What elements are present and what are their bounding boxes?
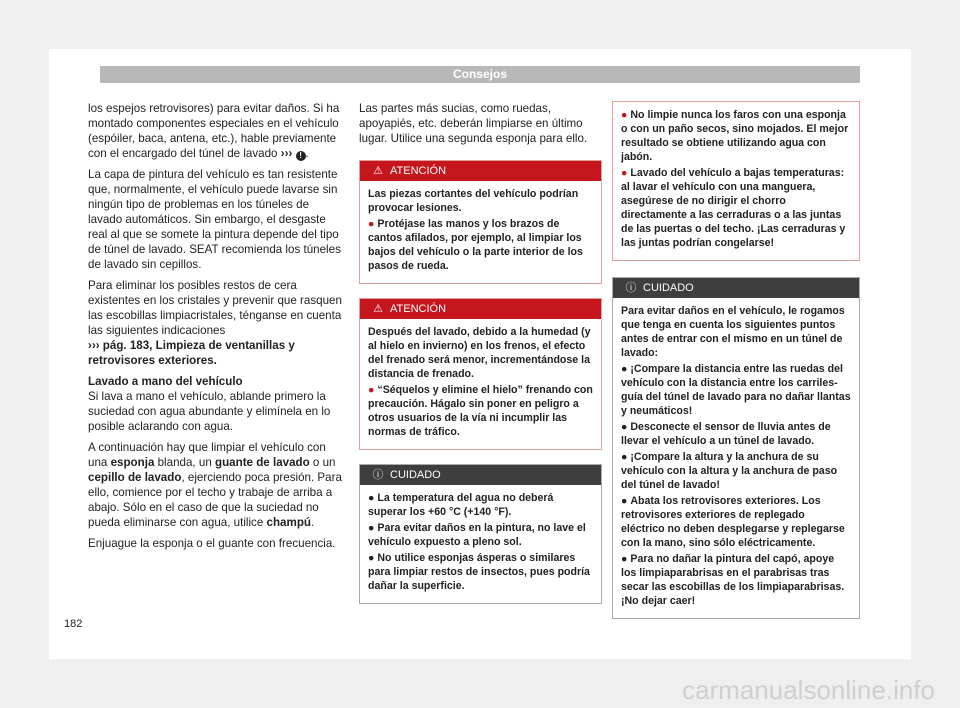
bullet-icon: ● [368,522,375,534]
info-circle-icon: ⓘ [372,469,384,481]
list-item [621,420,851,448]
paragraph [88,278,344,368]
warning-triangle-icon: ⚠ [373,303,383,315]
warning-body [360,181,601,283]
list-item [368,491,593,519]
list-item-text: No utilice esponjas ásperas o similares para limpiar restos de insectos, pues podría dañar la superficie. [368,552,590,592]
warning-box [359,298,602,450]
bullet-icon: ● [621,167,628,179]
list-item [621,362,851,418]
bullet-icon: ● [368,552,375,564]
list-item-text: ¡Compare la altura y la anchura de su vehículo con la altura y la anchura de paso del túnel de lavado! [621,451,838,491]
caution-body [613,298,859,618]
bullet-icon: ● [621,553,628,565]
subheading: Lavado a mano del vehículo [88,375,243,388]
text: , ejerciendo poca presión. Para ello, comience por el techo y trabaje de arriba a abajo. Sólo en el caso de que la suciedad no pueda eliminarse con agua, utilice [88,471,342,529]
caution-body [360,485,601,603]
list-item-text: No limpie nunca los faros con una esponja o con un paño secos, sino mojados. El mejor resultado se obtiene utilizando agua con jabón. [621,109,849,163]
bullet-icon: ● [621,109,628,121]
list-item-text: Desconecte el sensor de lluvia antes de llevar el vehículo a un túnel de lavado. [621,421,831,447]
paragraph: Las partes más sucias, como ruedas, apoyapiés, etc. deberán limpiarse en último lugar. Utilice una segunda esponja para ello. [359,102,588,145]
list-item [621,166,851,250]
cross-reference-link[interactable]: ››› [280,147,296,160]
list-item [368,551,593,593]
warning-box [359,160,602,284]
list-item [368,217,593,273]
bullet-icon: ● [621,363,628,375]
paragraph: Enjuague la esponja o el guante con frecuencia. [88,537,336,550]
text: los espejos retrovisores) para evitar daños. Si ha montado componentes especiales en el vehículo (espóiler, baca, antena, etc.), hable previamente con el encargado del túnel de lavado [88,102,340,160]
text: guante de lavado [215,456,310,469]
text: cepillo de lavado [88,471,182,484]
text: esponja [110,456,155,469]
text: . [305,147,309,160]
warning-body [360,319,601,449]
page-number: 182 [64,618,83,630]
caution-title: CUIDADO [643,282,694,294]
paragraph: Si lava a mano el vehículo, ablande primero la suciedad con agua abundante y elimínela en lo posible aclarando con agua. [88,390,331,433]
section-header [100,66,860,83]
text: blanda, un [154,456,215,469]
list-item-text: Lavado del vehículo a bajas temperaturas: al lavar el vehículo con una manguera, asegúrese de no dirigir el chorro directamente a las cerraduras o a las juntas de las puertas o del techo. ¡Las cerraduras y las juntas podrían congelarse! [621,167,846,249]
bullet-icon: ● [621,421,628,433]
list-item-text: “Séquelos y elimine el hielo” frenando con precaución. Hágalo sin poner en peligro a otros usuarios de la vía ni incumplir las normas de tráfico. [368,384,593,438]
list-item-text: Abata los retrovisores exteriores. Los retrovisores exteriores de replegado eléctrico no deben desplegarse y replegarse con la mano, sino sólo eléctricamente. [621,495,845,549]
paragraph: La capa de pintura del vehículo es tan resistente que, normalmente, el vehículo puede lavarse sin ningún tipo de problemas en los túneles de lavado automáticos. Sin embargo, el desgaste real al que se somete la pintura depende del tipo de túnel de lavado. SEAT recomienda los túneles de lavado sin cepillos. [88,168,341,271]
column-2 [359,101,602,618]
list-item [621,552,851,608]
list-item [368,383,593,439]
list-item-text: Protéjase las manos y los brazos de cantos afilados, por ejemplo, al limpiar los bajos del vehículo o la parte interior de los pasos de rueda. [368,218,583,272]
list-item [621,450,851,492]
warning-circle-icon: ! [296,151,306,161]
bullet-icon: ● [368,384,375,396]
paragraph [88,440,344,530]
info-circle-icon: ⓘ [625,282,637,294]
text: A continuación hay que limpiar el vehículo con una [88,441,326,469]
list-item [621,494,851,550]
cross-reference-link[interactable]: ››› pág. 183, Limpieza de ventanillas y retrovisores exteriores. [88,339,295,367]
bullet-icon: ● [621,451,628,463]
warning-title: ATENCIÓN [390,165,447,177]
caution-intro: Para evitar daños en el vehículo, le rogamos que tenga en cuenta los siguientes puntos antes de entrar con el mismo en un túnel de lavado: [621,305,845,359]
list-item [621,108,851,164]
list-item [368,521,593,549]
warning-triangle-icon: ⚠ [373,165,383,177]
warning-title: ATENCIÓN [390,303,447,315]
bullet-icon: ● [368,492,375,504]
bullet-icon: ● [621,495,628,507]
caution-title: CUIDADO [390,469,441,481]
caution-header [613,278,859,298]
warning-header [360,161,601,181]
list-item-text: Para no dañar la pintura del capó, apoye los limpiaparabrisas en el parabrisas tras secar las escobillas de los limpiaparabrisas. ¡No dejar caer! [621,553,845,607]
paragraph [88,101,344,161]
list-item-text: Para evitar daños en la pintura, no lave el vehículo expuesto a pleno sol. [368,522,586,548]
warning-intro: Después del lavado, debido a la humedad (y al hielo en invierno) en los frenos, el efecto del frenado será menor, incrementándose la distancia de frenado. [368,326,591,380]
bullet-icon: ● [368,218,375,230]
list-item-text: La temperatura del agua no deberá superar los +60 °C (+140 °F). [368,492,554,518]
caution-header [360,465,601,485]
text: o un [309,456,336,469]
text: Para eliminar los posibles restos de cera existentes en los cristales y prevenir que rasquen las escobillas limpiacristales, ténganse en cuenta las siguientes indicaciones [88,279,342,337]
caution-box [612,277,860,619]
warning-intro: Las piezas cortantes del vehículo podrían provocar lesiones. [368,188,579,214]
section-title: Consejos [452,67,507,81]
watermark: carmanualsonline.info [682,675,935,705]
column-1 [88,101,344,557]
warning-box-continued [612,101,860,261]
column-3 [612,101,860,633]
caution-box [359,464,602,604]
warning-header [360,299,601,319]
list-item-text: ¡Compare la distancia entre las ruedas del vehículo con la distancia entre los carriles-guía del túnel de lavado para no dañar llantas y neumáticos! [621,363,851,417]
text: . [310,516,315,529]
warning-body [613,102,859,260]
text: champú [266,516,311,529]
